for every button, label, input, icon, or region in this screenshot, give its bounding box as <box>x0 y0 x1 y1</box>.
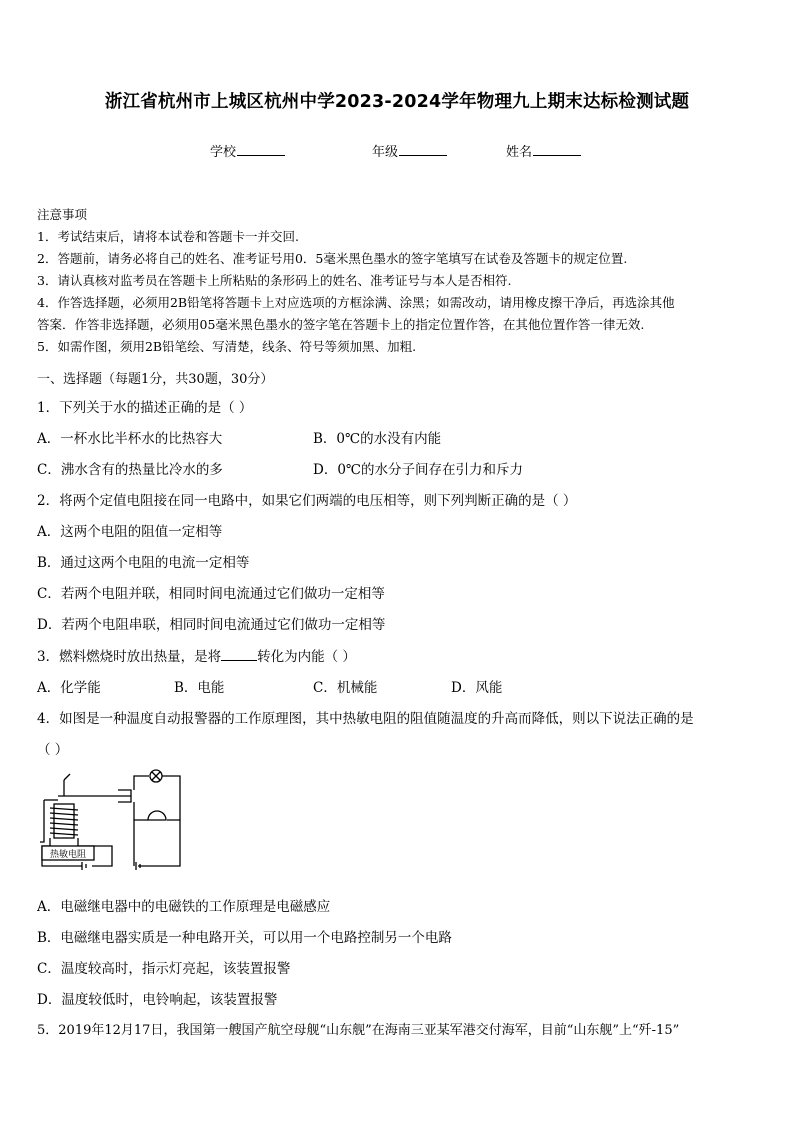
q3-stem-after: 转化为内能（ ） <box>257 649 356 665</box>
thermistor-label: 热敏电阻 <box>49 850 87 860</box>
contact-bottom <box>118 796 131 802</box>
notice-item: 4．作答选择题，必须用2B铅笔将答题卡上对应选项的方框涂满、涂黑；如需改动，请用橡皮擦干净后，再选涂其他 <box>37 295 675 310</box>
q1-stem: 1．下列关于水的描述正确的是（ ） <box>37 400 253 416</box>
q4-paren: （ ） <box>37 742 69 758</box>
name-field[interactable] <box>506 141 581 160</box>
section-heading: 一、选择题（每题1分，共30题，30分） <box>37 372 274 387</box>
contact-top <box>118 790 131 796</box>
lamp-wire-left <box>134 776 149 790</box>
q4-option-b[interactable]: B．电磁继电器实质是一种电路开关，可以用一个电路控制另一个电路 <box>37 930 452 946</box>
spring <box>64 774 70 780</box>
school-field[interactable] <box>210 141 285 160</box>
q3-option-d[interactable]: D．风能 <box>451 680 503 696</box>
q3-option-a[interactable]: A．化学能 <box>37 680 101 696</box>
alarm-bell-icon <box>148 811 166 820</box>
name-label: 姓名 <box>506 145 533 160</box>
q1-option-b[interactable]: B．0℃的水没有内能 <box>313 431 442 447</box>
grade-blank <box>399 143 447 156</box>
school-blank <box>237 143 285 156</box>
notice-item: 1．考试结束后，请将本试卷和答题卡一并交回. <box>37 229 299 244</box>
page-title: 浙江省杭州市上城区杭州中学2023-2024学年物理九上期末达标检测试题 <box>104 92 690 112</box>
q5-stem: 5．2019年12月17日，我国第一艘国产航空母舰“山东舰”在海南三亚某军港交付海军，目前“山东舰”上“歼-15” <box>37 1023 680 1038</box>
lamp-cross <box>152 772 160 780</box>
q2-option-b[interactable]: B．通过这两个电阻的电流一定相等 <box>37 555 250 571</box>
q4-option-a[interactable]: A．电磁继电器中的电磁铁的工作原理是电磁感应 <box>37 899 331 915</box>
q3-stem-before: 3．燃料燃烧时放出热量，是将 <box>37 649 222 665</box>
control-battery <box>82 862 86 870</box>
q4-option-c[interactable]: C．温度较高时，指示灯亮起，该装置报警 <box>37 961 291 977</box>
grade-label: 年级 <box>372 145 399 160</box>
q1-option-a[interactable]: A．一杯水比半杯水的比热容大 <box>37 431 223 447</box>
name-blank <box>533 143 581 156</box>
notice-item: 答案．作答非选择题，必须用05毫米黑色墨水的签字笔在答题卡上的指定位置作答，在其他位置作答一律无效. <box>37 317 645 332</box>
notice-block <box>37 204 767 358</box>
q4-option-d[interactable]: D．温度较低时，电铃响起，该装置报警 <box>37 992 278 1008</box>
alarm-circuit-diagram <box>36 762 186 880</box>
q2-option-a[interactable]: A．这两个电阻的阻值一定相等 <box>37 524 223 540</box>
notice-item: 2．答题前，请务必将自己的姓名、准考证号用0．5毫米黑色墨水的签字笔填写在试卷及答题卡的规定位置. <box>37 251 628 266</box>
work-wire-bottom <box>138 820 180 866</box>
q4-stem: 4．如图是一种温度自动报警器的工作原理图，其中热敏电阻的阻值随温度的升高而降低，则以下说法正确的是 <box>37 711 694 727</box>
school-label: 学校 <box>210 145 237 160</box>
q2-option-c[interactable]: C．若两个电阻并联，相同时间电流通过它们做功一定相等 <box>37 586 385 602</box>
lamp-wire-right <box>162 776 180 820</box>
q1-option-d[interactable]: D．0℃的水分子间存在引力和斥力 <box>313 462 524 478</box>
student-info-row <box>0 141 794 161</box>
grade-field[interactable] <box>372 141 447 160</box>
q2-stem: 2．将两个定值电阻接在同一电路中，如果它们两端的电压相等，则下列判断正确的是（ ） <box>37 493 577 509</box>
q3-option-b[interactable]: B．电能 <box>174 680 225 696</box>
q2-option-d[interactable]: D．若两个电阻串联，相同时间电流通过它们做功一定相等 <box>37 617 386 633</box>
notice-item: 3．请认真核对监考员在答题卡上所粘贴的条形码上的姓名、准考证号与本人是否相符. <box>37 273 512 288</box>
relay-frame <box>40 800 44 842</box>
notice-title: 注意事项 <box>37 207 88 222</box>
q3-stem <box>37 645 356 665</box>
q1-option-c[interactable]: C．沸水含有的热量比冷水的多 <box>37 462 223 478</box>
q3-option-c[interactable]: C．机械能 <box>313 680 378 696</box>
q3-blank <box>221 648 257 661</box>
notice-item: 5．如需作图，须用2B铅笔绘、写清楚，线条、符号等须加黑、加粗. <box>37 339 417 354</box>
bell-wire-left <box>134 802 148 820</box>
